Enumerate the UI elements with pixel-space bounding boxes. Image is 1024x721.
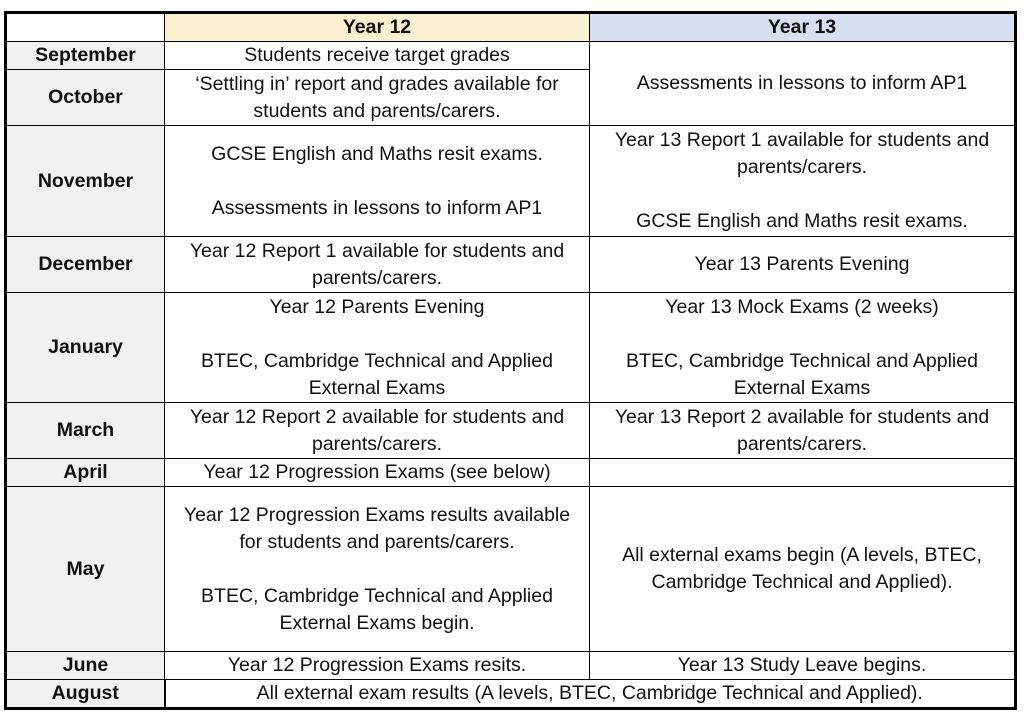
month-december: December xyxy=(6,237,165,293)
month-june: June xyxy=(6,652,165,680)
header-year-12: Year 12 xyxy=(165,13,590,42)
y12-january-item-2: BTEC, Cambridge Technical and Applied External Exams xyxy=(201,349,553,399)
month-march: March xyxy=(6,403,165,459)
y13-january xyxy=(590,293,1016,403)
y13-january-item-1: Year 13 Mock Exams (2 weeks) xyxy=(665,295,939,318)
row-march xyxy=(6,403,1016,459)
row-april xyxy=(6,459,1016,487)
header-corner xyxy=(6,13,165,42)
sixth-form-calendar-table xyxy=(4,11,1017,710)
spacer xyxy=(171,168,583,195)
y13-may: All external exams begin (A levels, BTEC, Cambridge Technical and Applied). xyxy=(590,487,1016,652)
y12-november-item-1: GCSE English and Maths resit exams. xyxy=(211,142,543,165)
y13-september-october: Assessments in lessons to inform AP1 xyxy=(590,42,1016,126)
row-june xyxy=(6,652,1016,680)
header-row xyxy=(6,13,1016,42)
y12-may-item-1: Year 12 Progression Exams results available for students and parents/carers. xyxy=(183,503,571,553)
y12-may xyxy=(165,487,590,652)
y13-june: Year 13 Study Leave begins. xyxy=(590,652,1016,680)
month-may: May xyxy=(6,487,165,652)
calendar-wrapper xyxy=(4,11,1017,710)
y13-november-item-2: GCSE English and Maths resit exams. xyxy=(636,210,968,232)
spacer xyxy=(596,321,1008,348)
y12-january-item-1: Year 12 Parents Evening xyxy=(269,295,485,318)
y12-november-item-2: Assessments in lessons to inform AP1 xyxy=(211,196,543,219)
y12-june: Year 12 Progression Exams resits. xyxy=(165,652,590,680)
header-year-13: Year 13 xyxy=(590,13,1016,42)
both-years-august: All external exam results (A levels, BTEC, Cambridge Technical and Applied). xyxy=(165,680,1016,709)
row-november xyxy=(6,126,1016,237)
row-january xyxy=(6,293,1016,403)
spacer xyxy=(171,556,583,583)
y13-november xyxy=(590,126,1016,237)
y12-january xyxy=(165,293,590,403)
y13-december: Year 13 Parents Evening xyxy=(590,237,1016,293)
y12-may-item-2: BTEC, Cambridge Technical and Applied External Exams begin. xyxy=(201,584,553,634)
y12-march: Year 12 Report 2 available for students and parents/carers. xyxy=(165,403,590,459)
y12-october: ‘Settling in’ report and grades available for students and parents/carers. xyxy=(165,70,590,126)
row-september xyxy=(6,42,1016,70)
row-december xyxy=(6,237,1016,293)
y12-november xyxy=(165,126,590,237)
month-april: April xyxy=(6,459,165,487)
row-may xyxy=(6,487,1016,652)
y12-september: Students receive target grades xyxy=(165,42,590,70)
y13-november-item-1: Year 13 Report 1 available for students and parents/carers. xyxy=(614,129,990,178)
y12-april: Year 12 Progression Exams (see below) xyxy=(165,459,590,487)
month-august: August xyxy=(6,680,165,709)
y12-december: Year 12 Report 1 available for students and parents/carers. xyxy=(165,237,590,293)
y13-january-item-2: BTEC, Cambridge Technical and Applied External Exams xyxy=(626,349,978,399)
y13-march: Year 13 Report 2 available for students and parents/carers. xyxy=(590,403,1016,459)
row-august xyxy=(6,680,1016,709)
month-september: September xyxy=(6,42,165,70)
spacer xyxy=(171,321,583,348)
month-january: January xyxy=(6,293,165,403)
month-november: November xyxy=(6,126,165,237)
y13-april xyxy=(590,459,1016,487)
spacer xyxy=(596,181,1008,208)
month-october: October xyxy=(6,70,165,126)
